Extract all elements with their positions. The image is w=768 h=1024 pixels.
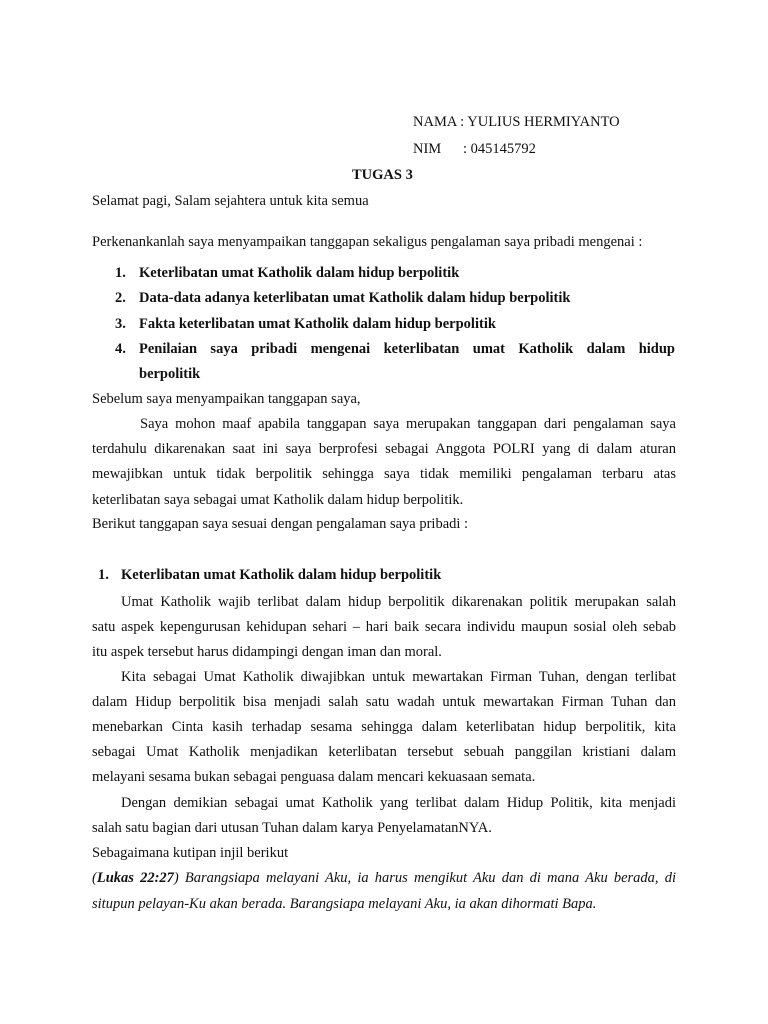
before-text: Sebelum saya menyampaikan tanggapan saya, [92, 391, 361, 407]
topic-item: Fakta keterlibatan umat Katholik dalam hidup berpolitik [139, 316, 496, 332]
topic-item-continuation: berpolitik [139, 366, 201, 382]
paragraph-line: Umat Katholik wajib terlibat dalam hidup berpolitik dikarenakan politik merupakan salah [121, 594, 676, 610]
bible-quote-line: situpun pelayan-Ku akan berada. Barangsiapa melayani Aku, ia akan dihormati Bapa. [92, 896, 597, 912]
paragraph-line: dalam Hidup berpolitik bisa menjadi salah satu wadah untuk mewartakan Firman Tuhan dan [92, 694, 676, 710]
paragraph-line: mewajibkan untuk tidak berpolitik sehingga saya tidak memiliki pengalaman terbaru atas [92, 466, 676, 482]
student-nim-value: : 045145792 [463, 141, 536, 157]
paragraph-line: menebarkan Cinta kasih terhadap sesama sehingga dalam keterlibatan hidup berpolitik, kita [92, 719, 676, 735]
paragraph-line: satu aspek kepengurusan kehidupan sehari – hari baik secara individu maupun sosial oleh sebab [92, 619, 676, 635]
following-text: Berikut tanggapan saya sesuai dengan pengalaman saya pribadi : [92, 516, 469, 532]
topic-number: 1. [115, 265, 126, 281]
topic-item: Data-data adanya keterlibatan umat Katholik dalam hidup berpolitik [139, 290, 571, 306]
topic-number: 3. [115, 316, 126, 332]
bible-reference: Lukas 22:27 [96, 870, 174, 886]
paragraph-line: itu aspek tersebut harus didampingi dengan iman dan moral. [92, 644, 442, 660]
section-heading: Keterlibatan umat Katholik dalam hidup berpolitik [121, 567, 442, 583]
paragraph-line: sebagai Umat Katholik menjadikan keterlibatan tersebut sebuah panggilan kristiani dalam [92, 744, 676, 760]
paragraph-line: Saya mohon maaf apabila tanggapan saya merupakan tanggapan dari pengalaman saya [140, 416, 676, 432]
paragraph-line: keterlibatan saya sebagai umat Katholik dalam hidup berpolitik. [92, 492, 464, 508]
bible-quote-line [92, 870, 676, 887]
paragraph-line: terdahulu dikarenakan saat ini saya berprofesi sebagai Anggota POLRI yang di dalam aturan [92, 441, 676, 457]
intro-text: Perkenankanlah saya menyampaikan tanggapan sekaligus pengalaman saya pribadi mengenai : [92, 234, 643, 250]
topic-item: Penilaian saya pribadi mengenai keterlibatan umat Katholik dalam hidup [139, 341, 675, 357]
student-name: NAMA : YULIUS HERMIYANTO [413, 114, 620, 130]
topic-number: 4. [115, 341, 126, 357]
student-nim-label: NIM [413, 141, 442, 157]
quote-open-paren: ( [92, 870, 97, 886]
paragraph-line: Dengan demikian sebagai umat Katholik yang terlibat dalam Hidup Politik, kita menjadi [121, 795, 676, 811]
topic-item: Keterlibatan umat Katholik dalam hidup berpolitik [139, 265, 460, 281]
paragraph-line: salah satu bagian dari utusan Tuhan dalam karya PenyelamatanNYA. [92, 820, 492, 836]
topic-number: 2. [115, 290, 126, 306]
paragraph-line: Kita sebagai Umat Katholik diwajibkan untuk mewartakan Firman Tuhan, dengan terlibat [121, 669, 676, 685]
greeting-text: Selamat pagi, Salam sejahtera untuk kita semua [92, 193, 369, 209]
section-number: 1. [98, 567, 109, 583]
quote-intro: Sebagaimana kutipan injil berikut [92, 845, 289, 861]
document-title: TUGAS 3 [352, 167, 413, 183]
quote-text: ) Barangsiapa melayani Aku, ia harus mengikut Aku dan di mana Aku berada, di [173, 870, 676, 886]
paragraph-line: melayani sesama bukan sebagai penguasa dalam mencari kekuasaan semata. [92, 769, 536, 785]
